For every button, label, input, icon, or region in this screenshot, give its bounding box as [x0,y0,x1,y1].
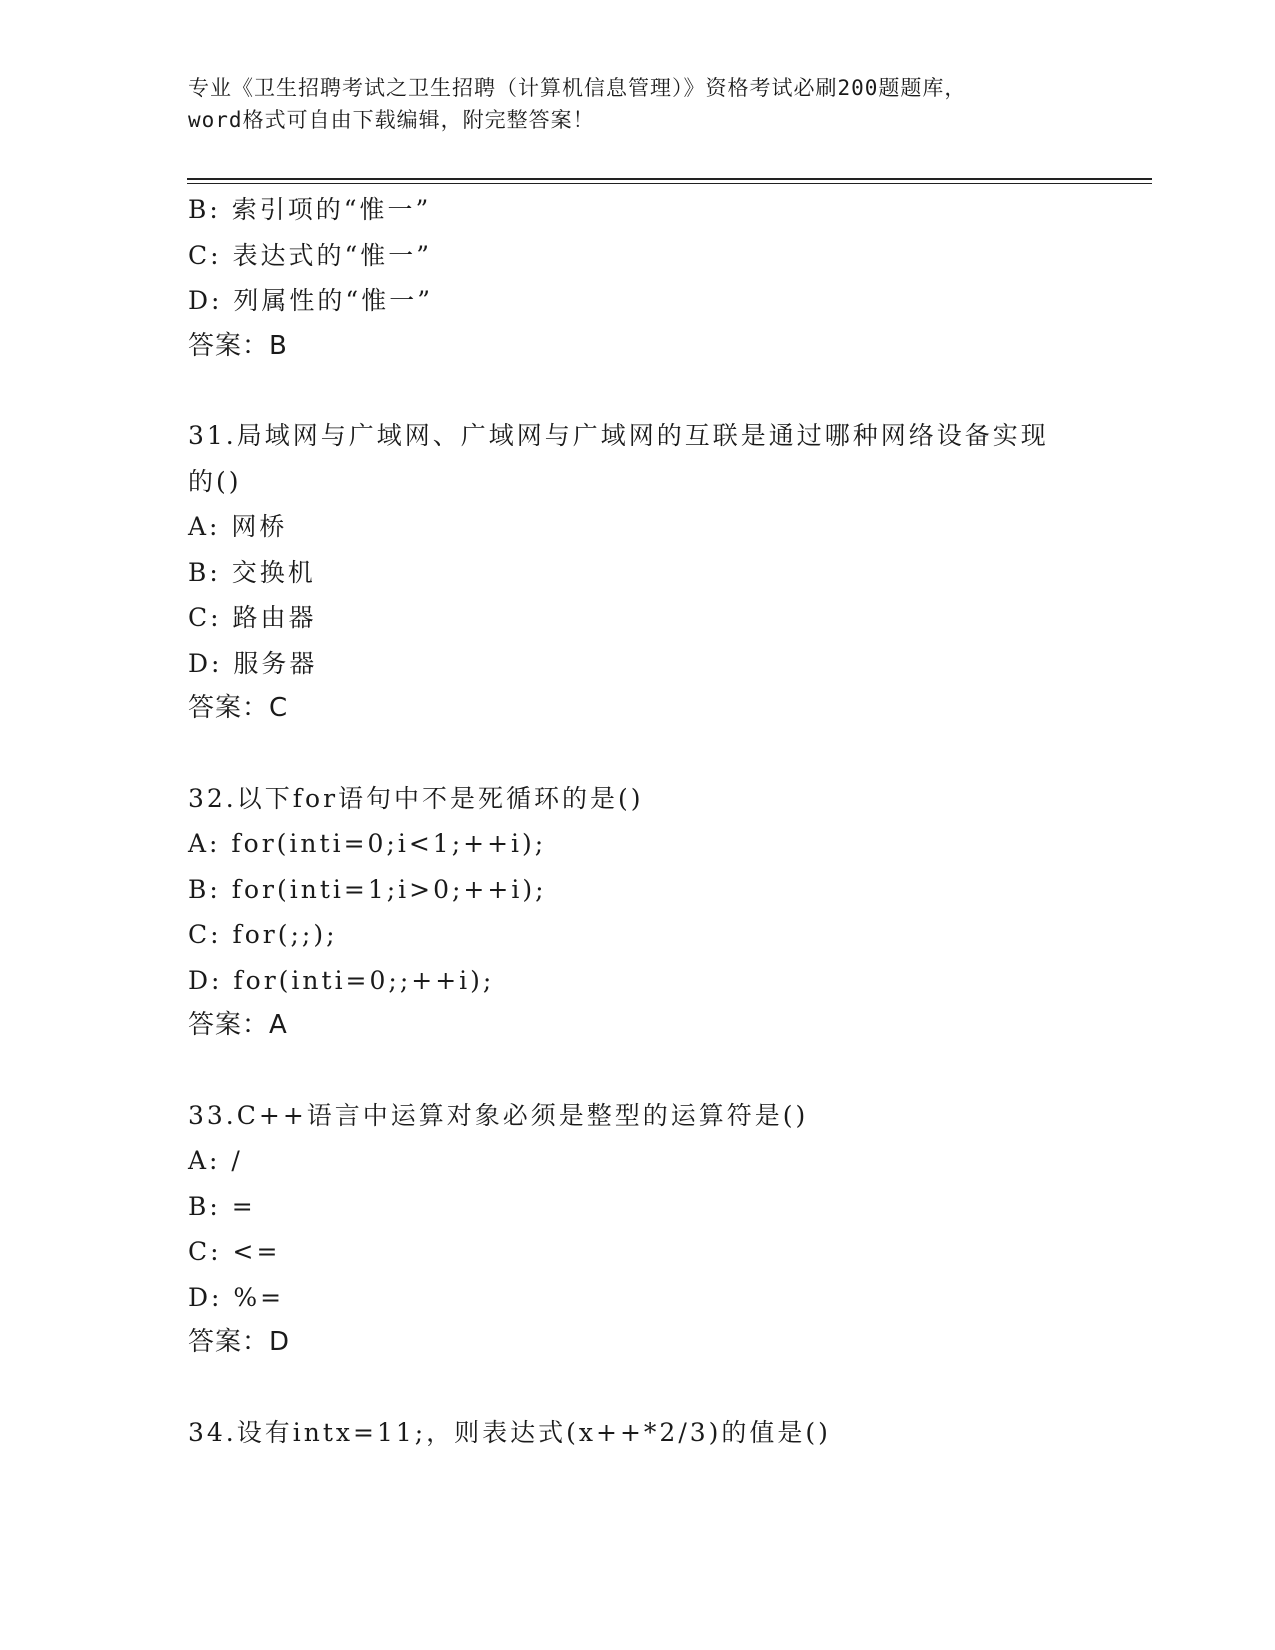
option-b: B: for(inti=1;i>0;++i); [188,874,547,904]
question-text: 31.局域网与广域网、广域网与广域网的互联是通过哪种网络设备实现 [188,421,1049,450]
question-list [188,187,1088,1455]
option-d: D: 列属性的“惟一” [188,286,433,315]
option-c: C: <= [188,1237,281,1266]
document-header: 专业《卫生招聘考试之卫生招聘（计算机信息管理）》资格考试必刷200题题库， word格式可自由下载编辑，附完整答案！ [188,76,967,132]
option-a: A: 网桥 [188,512,288,541]
question-text: 33.C++语言中运算对象必须是整型的运算符是() [188,1100,809,1130]
option-c: C: 路由器 [188,603,317,632]
option-a: A: for(inti=0;i<1;++i); [188,829,547,858]
question-block-34 [188,1410,1088,1456]
header-divider [187,178,1152,184]
option-c: C: for(;;); [188,920,338,949]
option-b: B: = [188,1191,256,1221]
option-d: D: for(inti=0;;++i); [188,965,495,995]
option-a: A: / [188,1146,243,1175]
option-b: B: 交换机 [188,557,316,587]
question-text: 32.以下for语句中不是死循环的是() [188,783,644,813]
option-b: B: 索引项的“惟一” [188,195,432,224]
answer-line: 答案：D [188,1327,291,1357]
option-d: D: %= [188,1282,285,1312]
option-d: D: 服务器 [188,648,318,678]
question-text-continued: 的() [188,466,242,496]
answer-line: 答案：A [188,1010,288,1040]
answer-line: 答案：B [188,330,288,361]
answer-line: 答案：C [188,693,289,723]
question-block-31 [188,413,1088,732]
option-c: C: 表达式的“惟一” [188,240,433,270]
question-block-33 [188,1093,1088,1366]
question-block-32 [188,776,1088,1049]
question-block-partial [188,187,1088,369]
question-text: 34.设有intx=11;，则表达式(x++*2/3)的值是() [188,1417,831,1447]
